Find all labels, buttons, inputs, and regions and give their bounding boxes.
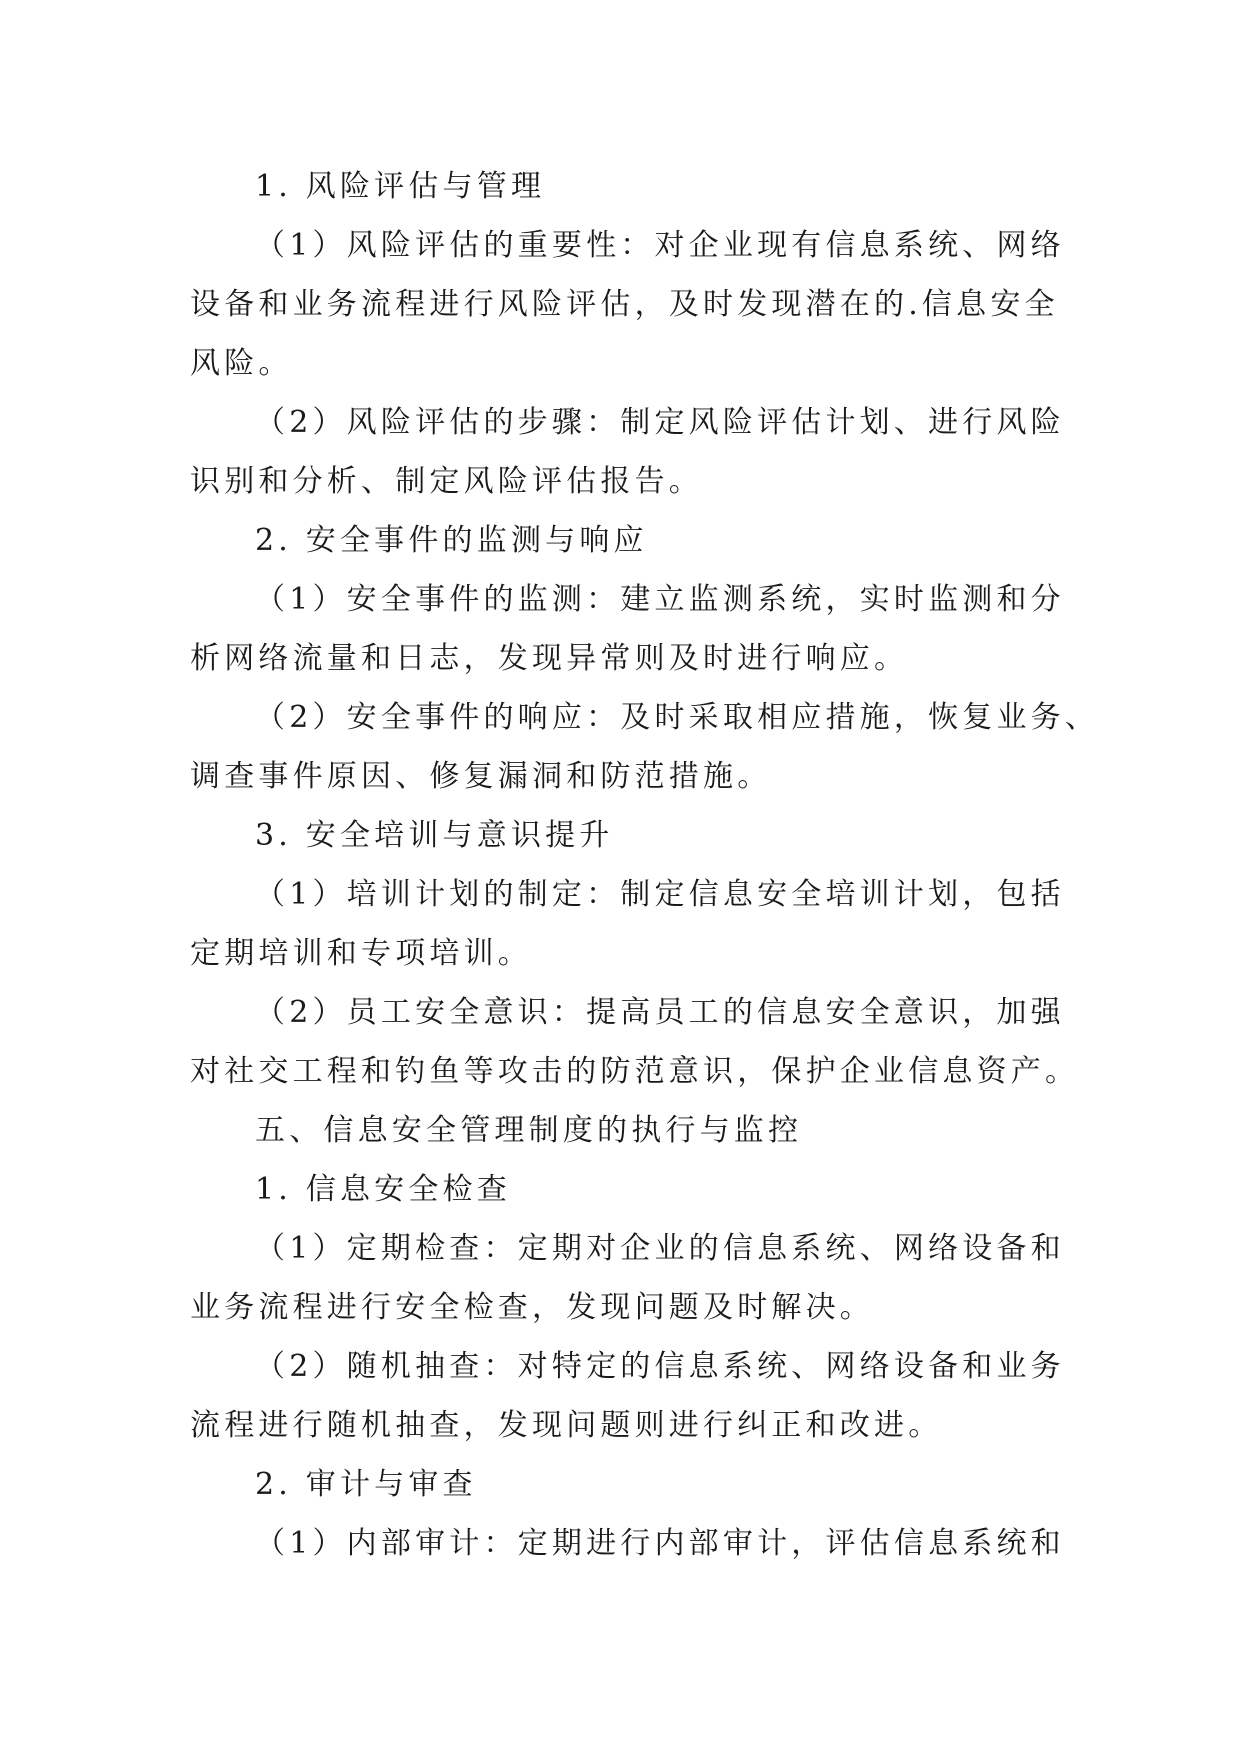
paragraph-line: （1）培训计划的制定：制定信息安全培训计划，包括 bbox=[255, 877, 1065, 912]
paragraph-line: （2）员工安全意识：提高员工的信息安全意识，加强 bbox=[255, 995, 1065, 1030]
paragraph-line: （1）内部审计：定期进行内部审计，评估信息系统和 bbox=[255, 1526, 1065, 1561]
heading-audit-review: 2. 审计与审查 bbox=[255, 1467, 477, 1502]
document-body bbox=[190, 157, 1100, 1573]
heading-security-training: 3. 安全培训与意识提升 bbox=[255, 818, 614, 853]
paragraph-line: 识别和分析、制定风险评估报告。 bbox=[190, 464, 703, 499]
paragraph-line: （1）风险评估的重要性：对企业现有信息系统、网络 bbox=[255, 228, 1065, 263]
heading-section-five: 五、信息安全管理制度的执行与监控 bbox=[255, 1113, 803, 1148]
paragraph-line: （1）安全事件的监测：建立监测系统，实时监测和分 bbox=[255, 582, 1065, 617]
paragraph-line: 定期培训和专项培训。 bbox=[190, 936, 532, 971]
paragraph-line: 设备和业务流程进行风险评估，及时发现潜在的.信息安全 bbox=[190, 287, 1059, 322]
paragraph-line: （2）风险评估的步骤：制定风险评估计划、进行风险 bbox=[255, 405, 1065, 440]
paragraph-line: （2）安全事件的响应：及时采取相应措施，恢复业务、 bbox=[255, 700, 1100, 735]
heading-security-incident: 2. 安全事件的监测与响应 bbox=[255, 523, 648, 558]
paragraph-line: 对社交工程和钓鱼等攻击的防范意识，保护企业信息资产。 bbox=[190, 1054, 1080, 1089]
paragraph-line: 业务流程进行安全检查，发现问题及时解决。 bbox=[190, 1290, 874, 1325]
paragraph-line: 调查事件原因、修复漏洞和防范措施。 bbox=[190, 759, 772, 794]
paragraph-line: 流程进行随机抽查，发现问题则进行纠正和改进。 bbox=[190, 1408, 943, 1443]
paragraph-line: （2）随机抽查：对特定的信息系统、网络设备和业务 bbox=[255, 1349, 1065, 1384]
heading-risk-assessment: 1. 风险评估与管理 bbox=[255, 169, 546, 204]
paragraph-line: （1）定期检查：定期对企业的信息系统、网络设备和 bbox=[255, 1231, 1065, 1266]
paragraph-line: 析网络流量和日志，发现异常则及时进行响应。 bbox=[190, 641, 909, 676]
heading-security-check: 1. 信息安全检查 bbox=[255, 1172, 511, 1207]
paragraph-line: 风险。 bbox=[190, 346, 293, 381]
